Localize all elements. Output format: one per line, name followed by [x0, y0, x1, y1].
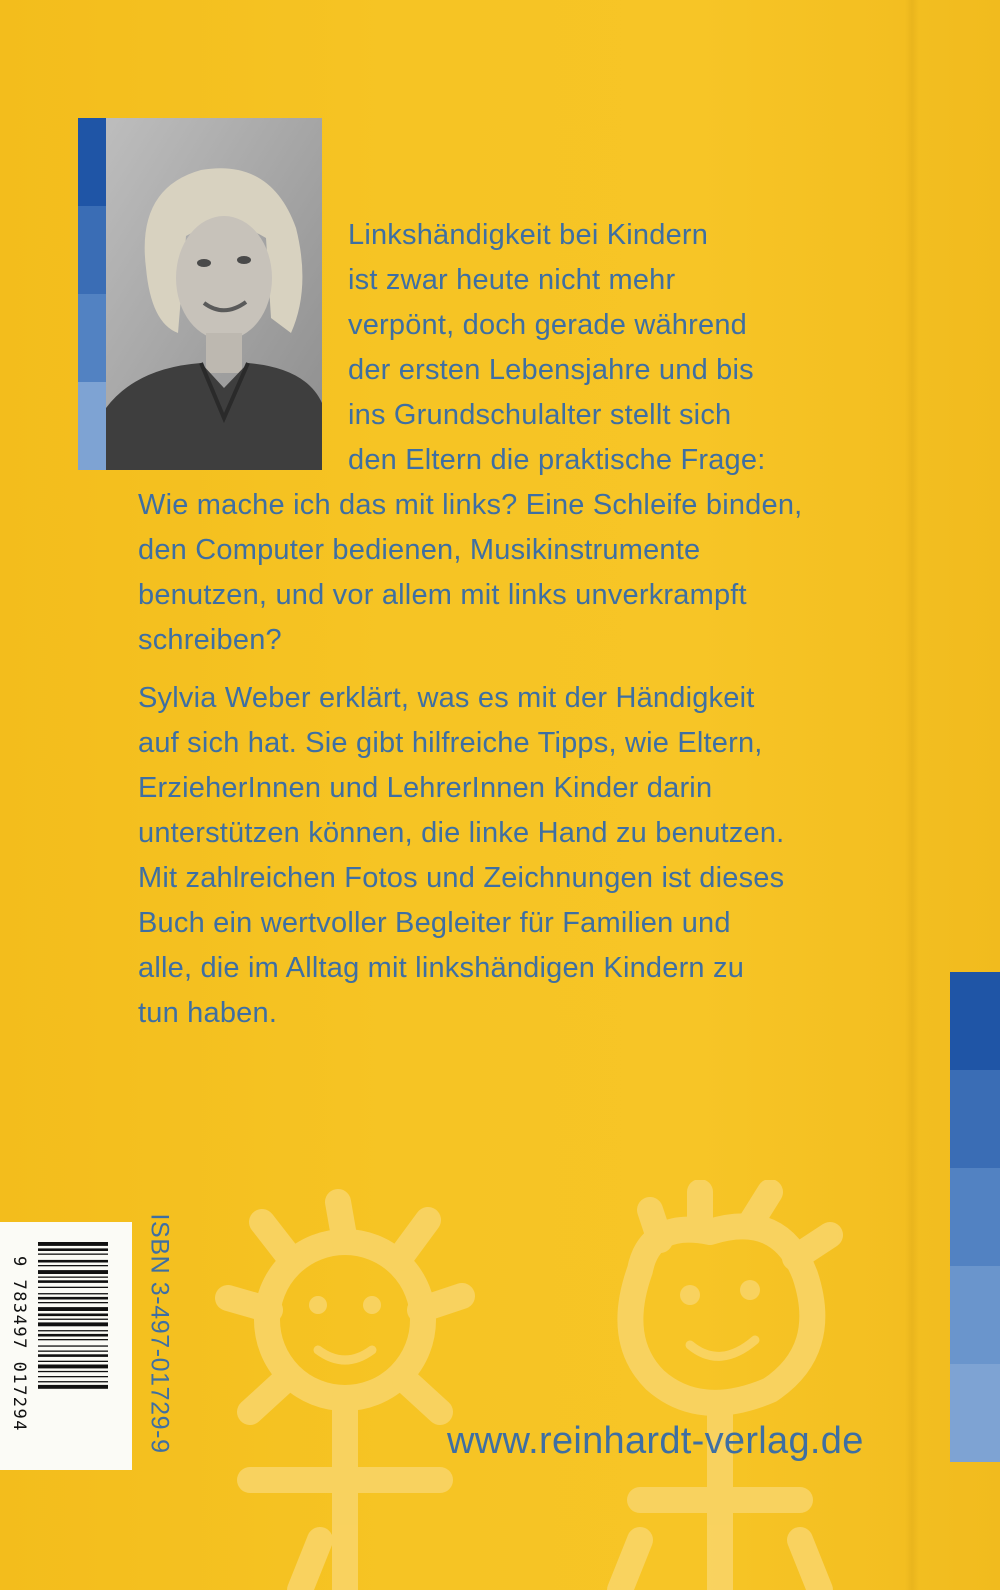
barcode-bar [38, 1242, 108, 1246]
barcode-bar [38, 1322, 108, 1326]
barcode-bar [38, 1376, 108, 1377]
blurb-line: Linkshändigkeit bei Kindern [348, 219, 709, 251]
blurb-line: verpönt, doch gerade während [348, 309, 747, 341]
blurb-line: alle, die im Alltag mit linkshändigen Kindern zu [138, 952, 745, 984]
blurb-line: den Eltern die praktische Frage: [348, 444, 766, 476]
barcode-bar [38, 1354, 108, 1357]
blurb-line: ist zwar heute nicht mehr [348, 264, 676, 296]
blurb-line: Sylvia Weber erklärt, was es mit der Händigkeit [138, 682, 755, 714]
blurb-line: Wie mache ich das mit links? Eine Schleife binden, [138, 489, 803, 521]
barcode-bar [38, 1280, 108, 1283]
barcode-bar [38, 1254, 108, 1255]
blurb-line: tun haben. [138, 997, 278, 1029]
blurb-line: ins Grundschulalter stellt sich [348, 399, 732, 431]
barcode-bar [38, 1385, 108, 1389]
author-portrait-photo-icon [106, 118, 322, 470]
blurb-line: auf sich hat. Sie gibt hilfreiche Tipps, wie Eltern, [138, 727, 763, 759]
barcode-bar [38, 1265, 108, 1266]
barcode-bar [38, 1365, 108, 1369]
blurb-line: schreiben? [138, 624, 282, 656]
barcode-bar [38, 1319, 108, 1320]
barcode-bar [38, 1330, 108, 1331]
barcode-digits: 9 783497 017294 [9, 1255, 29, 1433]
photo-accent-stripe [78, 118, 106, 470]
blurb-line: der ersten Lebensjahre und bis [348, 354, 754, 386]
barcode-bar [38, 1293, 108, 1294]
blurb-paragraph-2 [138, 676, 878, 1036]
barcode-bar [38, 1297, 108, 1300]
child-drawing-figures-icon [0, 1180, 950, 1590]
blurb-line: unterstützen können, die linke Hand zu benutzen. [138, 817, 785, 849]
barcode-bar [38, 1277, 108, 1278]
barcode-icon [38, 1242, 108, 1452]
blurb-paragraph-1-top [348, 213, 848, 483]
blurb-paragraph-1-bottom [138, 483, 878, 663]
blurb-line: den Computer bedienen, Musikinstrumente [138, 534, 701, 566]
barcode-bar [38, 1307, 108, 1311]
barcode-bar [38, 1302, 108, 1303]
isbn-number: ISBN 3-497-01729-9 [145, 1213, 174, 1454]
blurb-line: benutzen, und vor allem mit links unverkrampft [138, 579, 747, 611]
blurb-line: Mit zahlreichen Fotos und Zeichnungen ist dieses [138, 862, 785, 894]
barcode-bar [38, 1248, 108, 1251]
barcode-bar [38, 1345, 108, 1346]
barcode-bar [38, 1260, 108, 1263]
blurb-line: Buch ein wertvoller Begleiter für Familien und [138, 907, 731, 939]
barcode-bar [38, 1270, 108, 1274]
barcode-bar [38, 1361, 108, 1362]
barcode-bar [38, 1339, 108, 1340]
barcode-bar [38, 1371, 108, 1372]
barcode-bar [38, 1334, 108, 1337]
publisher-website: www.reinhardt-verlag.de [447, 1420, 864, 1462]
barcode-bar [38, 1381, 108, 1382]
barcode-bar [38, 1314, 108, 1317]
barcode-bar [38, 1351, 108, 1352]
barcode-panel [0, 1222, 132, 1470]
barcode-bar [38, 1287, 108, 1288]
edge-accent-stripe [950, 972, 1000, 1462]
blurb-line: ErzieherInnen und LehrerInnen Kinder darin [138, 772, 713, 804]
